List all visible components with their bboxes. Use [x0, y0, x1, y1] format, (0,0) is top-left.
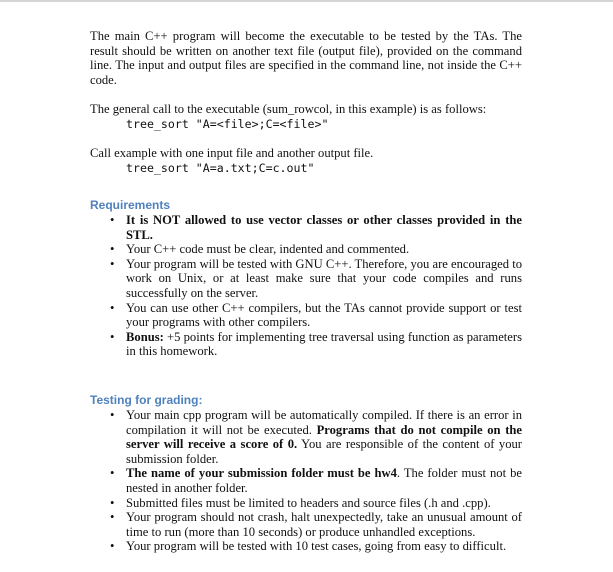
list-item [90, 510, 522, 539]
bold-text: It is NOT allowed to use vector classes or other classes provided in the STL. [126, 212, 522, 242]
bullet-icon: • [110, 242, 115, 257]
item-text: Your main cpp program will be automatically compiled. If there is an error in compilation it will not be executed. [126, 408, 522, 437]
testing-heading: Testing for grading: [90, 393, 203, 408]
item-text: You can use other C++ compilers, but the TAs cannot provide support or test your programs with other compilers. [126, 300, 522, 330]
general-call-text: The general call to the executable (sum_rowcol, in this example) is as follows: [90, 101, 487, 116]
list-item [90, 330, 522, 359]
bullet-icon: • [110, 510, 115, 525]
bullet-icon: • [110, 539, 115, 554]
example-call-text: Call example with one input file and another output file. [90, 146, 374, 161]
document-page [90, 29, 522, 554]
list-item [90, 496, 522, 511]
item-text: . The folder must not be nested in another folder. [126, 466, 522, 496]
item-text: Your program will be tested with GNU C++. Therefore, you are encouraged to work on Unix, or at least make sure that your code compiles and runs successfully on the server. [126, 256, 523, 300]
bullet-icon: • [110, 329, 115, 344]
item-text: Your C++ code must be clear, indented and commented. [126, 242, 410, 257]
bullet-icon: • [110, 466, 115, 481]
bullet-icon: • [110, 495, 115, 510]
bold-text: Programs that do not compile on the server will receive a score of 0. [126, 422, 522, 452]
list-item [90, 539, 522, 554]
list-item [90, 257, 522, 301]
testing-list [90, 408, 522, 554]
requirements-list [90, 213, 522, 359]
list-item [90, 301, 522, 330]
bullet-icon: • [110, 256, 115, 271]
example-call-code: tree_sort "A=a.txt;C=c.out" [126, 160, 315, 175]
item-text: +5 points for implementing tree traversal using function as parameters in this homework. [126, 329, 522, 359]
list-item [90, 466, 522, 495]
item-text: Submitted files must be limited to headers and source files (.h and .cpp). [126, 495, 491, 510]
bullet-icon: • [110, 300, 115, 315]
list-item [90, 213, 522, 242]
bold-text: Bonus: [126, 329, 164, 344]
item-text: You are responsible of the content of your submission folder. [126, 437, 522, 466]
general-call-code: tree_sort "A=<file>;C=<file>" [126, 116, 329, 131]
bullet-icon: • [110, 408, 115, 423]
top-border [0, 0, 613, 2]
bold-text: The name of your submission folder must be hw4 [126, 466, 397, 481]
list-item [90, 408, 522, 466]
list-item [90, 242, 522, 257]
item-text: Your program will be tested with 10 test cases, going from easy to difficult. [126, 539, 507, 554]
bullet-icon: • [110, 212, 115, 227]
requirements-heading: Requirements [90, 198, 171, 213]
intro-paragraph: The main C++ program will become the executable to be tested by the TAs. The result should be written on another text file (output file), provided on the command line. The input and output files are specified in the command line, not inside the C++ code. [90, 29, 522, 87]
item-text: Your program should not crash, halt unexpectedly, take an unusual amount of time to run (more than 10 seconds) or produce unhandled exceptions. [126, 510, 522, 539]
